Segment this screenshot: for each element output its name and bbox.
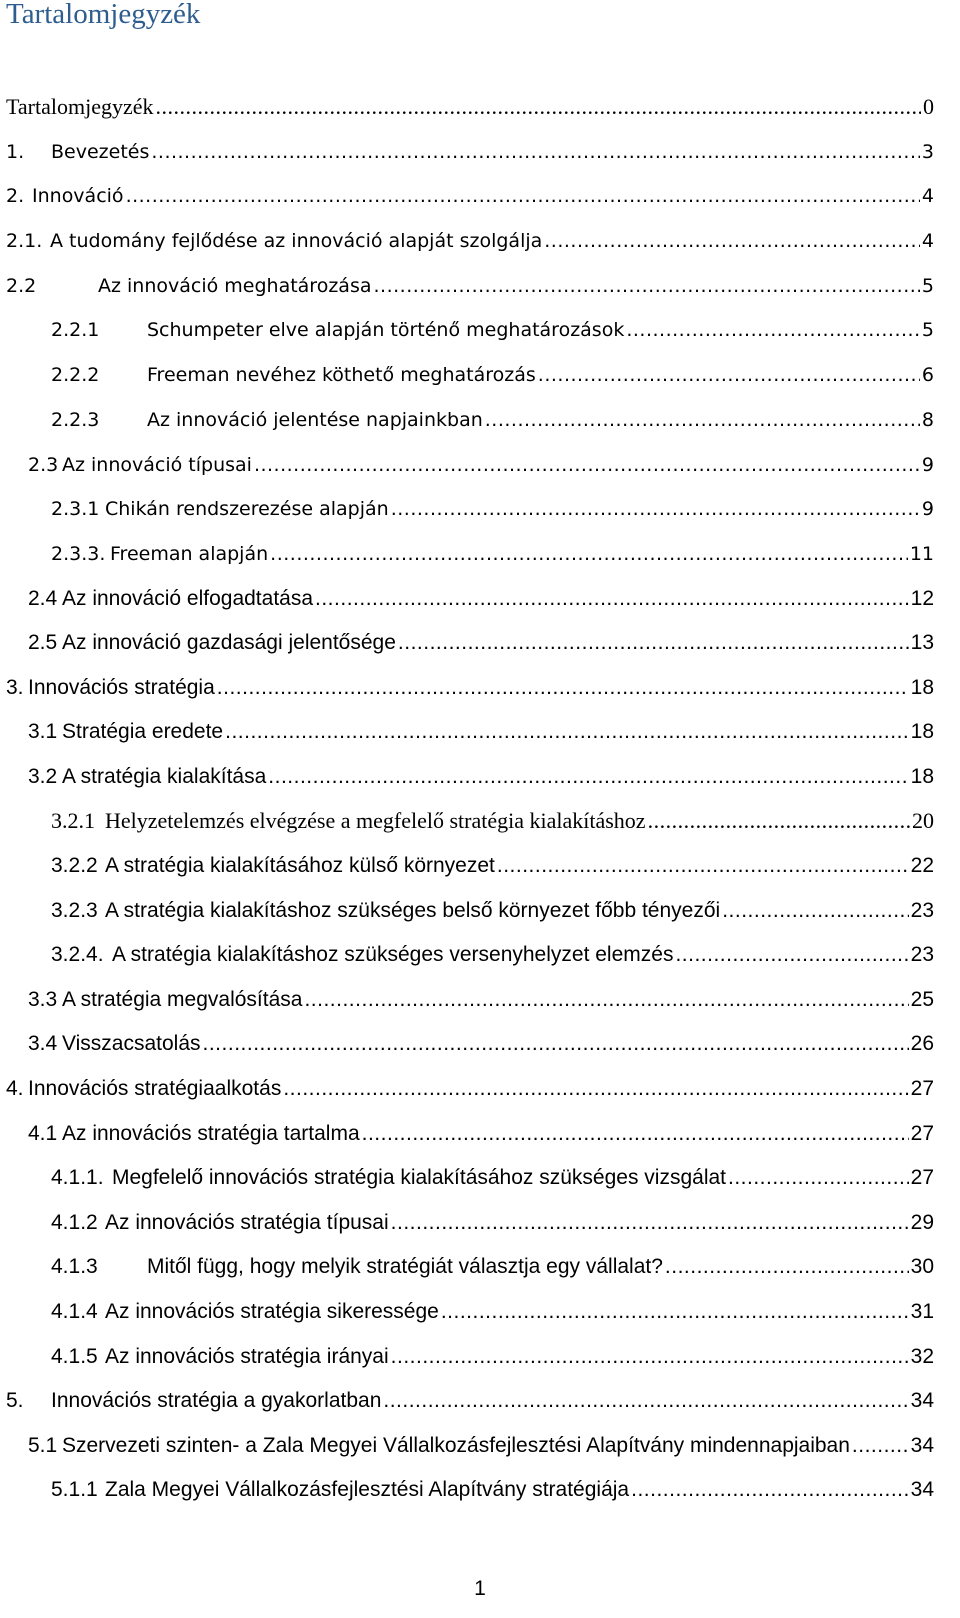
toc-page-number: 34 [910, 1478, 934, 1501]
toc-entry-title: Az innovációs stratégia irányai [105, 1345, 389, 1368]
toc-dot-leader [675, 941, 908, 969]
toc-entry-number: 3.2 [28, 765, 58, 788]
toc-dot-leader [441, 1298, 909, 1326]
toc-dot-leader [538, 361, 920, 389]
toc-entry-number: 2.3 [28, 454, 59, 476]
toc-dot-leader [374, 272, 920, 300]
toc-dot-leader [270, 540, 908, 568]
toc-page-number: 18 [910, 720, 934, 743]
toc-page-number: 34 [910, 1434, 934, 1457]
toc-dot-leader [268, 763, 908, 791]
toc-entry-title: A tudomány fejlődése az innováció alapját szolgálja [50, 230, 543, 252]
toc-entry-4-1-1[interactable] [51, 1164, 934, 1192]
toc-page-number: 9 [921, 498, 934, 520]
toc-entry-number: 5.1.1 [51, 1478, 98, 1501]
toc-dot-leader [315, 585, 909, 613]
toc-entry-2-3[interactable] [28, 451, 934, 479]
toc-dot-leader [485, 406, 920, 434]
toc-page-number: 29 [910, 1211, 934, 1234]
toc-entry-number: 2.2.2 [51, 364, 100, 386]
toc-entry-number: 3.3 [28, 988, 58, 1011]
toc-dot-leader [151, 138, 920, 166]
toc-entry-2-2-2[interactable] [51, 361, 934, 389]
toc-entry-title: Az innováció jelentése napjainkban [147, 409, 483, 431]
toc-dot-leader [217, 674, 909, 702]
toc-entry-2-2-3[interactable] [51, 406, 934, 434]
toc-entry-number: 4.1.2 [51, 1211, 98, 1234]
toc-entry-5-1-1[interactable] [51, 1476, 934, 1504]
toc-dot-leader [398, 629, 909, 657]
toc-entry-2[interactable] [6, 182, 934, 210]
toc-entry-number: 4.1.4 [51, 1300, 98, 1323]
page-title: Tartalomjegyzék [6, 0, 201, 30]
toc-entry-title: Freeman nevéhez köthető meghatározás [147, 364, 536, 386]
toc-page-number: 18 [910, 765, 934, 788]
toc-entry-number: 2.1. [6, 230, 43, 252]
toc-page-number: 6 [921, 364, 934, 386]
toc-page-number: 8 [921, 409, 934, 431]
toc-entry-title: Visszacsatolás [62, 1032, 201, 1055]
toc-page-number: 9 [921, 454, 934, 476]
toc-dot-leader [126, 182, 920, 210]
toc-entry-4-1[interactable] [28, 1120, 934, 1148]
toc-entry-title: Az innováció gazdasági jelentősége [62, 631, 396, 654]
toc-dot-leader [391, 1343, 909, 1371]
toc-dot-leader [156, 93, 921, 121]
toc-entry-title: Freeman alapján [110, 543, 269, 565]
toc-entry-number: 4.1.1. [51, 1166, 104, 1189]
toc-page-number: 23 [910, 943, 934, 966]
toc-entry-2-5[interactable] [28, 629, 934, 657]
toc-page-number: 4 [921, 230, 934, 252]
toc-entry-3-2-1[interactable] [51, 807, 934, 835]
toc-entry-number: 5.1 [28, 1434, 58, 1457]
toc-entry-number: 4. [6, 1077, 24, 1100]
toc-entry-number: 3.2.2 [51, 854, 98, 877]
toc-entry-number: 2.2.3 [51, 409, 100, 431]
toc-entry-title: Bevezetés [51, 141, 150, 163]
toc-page-number: 32 [910, 1345, 934, 1368]
toc-dot-leader [391, 495, 920, 523]
toc-entry-title: Az innovációs stratégia tartalma [62, 1122, 360, 1145]
toc-entry-5-1[interactable] [28, 1432, 934, 1460]
toc-entry-number: 2.4 [28, 587, 58, 610]
toc-entry-4-1-3[interactable] [51, 1253, 934, 1281]
toc-entry-title: Az innováció elfogadtatása [62, 587, 314, 610]
toc-dot-leader [203, 1030, 909, 1058]
toc-entry-title: Innovációs stratégia a gyakorlatban [51, 1389, 382, 1412]
toc-page-number: 27 [910, 1166, 934, 1189]
toc-entry-title: Megfelelő innovációs stratégia kialakításához szükséges vizsgálat [112, 1166, 726, 1189]
toc-entry-2-3-1[interactable] [51, 495, 934, 523]
toc-dot-leader [648, 807, 910, 835]
toc-page-number: 0 [923, 94, 934, 119]
toc-dot-leader [852, 1432, 909, 1460]
toc-page-number: 34 [910, 1389, 934, 1412]
toc-entry-number: 4.1.5 [51, 1345, 98, 1368]
toc-entry-number: 2.3.1 [51, 498, 100, 520]
toc-entry-title: Szervezeti szinten- a Zala Megyei Vállalkozásfejlesztési Alapítvány mindennapjaiban [62, 1434, 850, 1457]
toc-entry-3-2-3[interactable] [51, 897, 934, 925]
toc-entry-title: Helyzetelemzés elvégzése a megfelelő stratégia kialakításhoz [105, 808, 646, 833]
toc-dot-leader [631, 1476, 909, 1504]
toc-entry-title: A stratégia kialakításhoz szükséges versenyhelyzet elemzés [112, 943, 674, 966]
toc-entry-2-2-1[interactable] [51, 316, 934, 344]
toc-entry-number: 5. [6, 1389, 24, 1412]
toc-entry-3[interactable] [6, 674, 934, 702]
toc-entry-number: 3.1 [28, 720, 58, 743]
toc-entry-tartalomjegyzek[interactable] [6, 93, 934, 121]
toc-dot-leader [722, 897, 908, 925]
toc-entry-number: 3.2.1 [51, 808, 95, 833]
toc-entry-2-2[interactable] [6, 272, 934, 300]
toc-entry-number: 4.1.3 [51, 1255, 98, 1278]
toc-entry-1[interactable] [6, 138, 934, 166]
toc-dot-leader [254, 451, 920, 479]
toc-entry-title: A stratégia megvalósítása [62, 988, 303, 1011]
toc-entry-4-1-5[interactable] [51, 1343, 934, 1371]
toc-entry-3-1[interactable] [28, 718, 934, 746]
toc-entry-title: A stratégia kialakításához külső környezet [105, 854, 495, 877]
toc-entry-title: Innovációs stratégiaalkotás [28, 1077, 282, 1100]
toc-entry-number: 3. [6, 676, 24, 699]
toc-entry-5[interactable] [6, 1387, 934, 1415]
toc-dot-leader [497, 852, 909, 880]
toc-entry-title: A stratégia kialakításhoz szükséges belső környezet főbb tényezői [105, 899, 721, 922]
toc-entry-number: 3.2.4. [51, 943, 104, 966]
toc-entry-number: 2.2.1 [51, 319, 100, 341]
toc-entry-4[interactable] [6, 1075, 934, 1103]
toc-entry-3-3[interactable] [28, 986, 934, 1014]
toc-entry-3-2-4[interactable] [51, 941, 934, 969]
toc-page-number: 5 [921, 319, 934, 341]
toc-page-number: 26 [910, 1032, 934, 1055]
toc-page-number: 4 [921, 185, 934, 207]
toc-entry-3-4[interactable] [28, 1030, 934, 1058]
toc-entry-4-1-2[interactable] [51, 1209, 934, 1237]
toc-entry-number: 3.2.3 [51, 899, 98, 922]
toc-entry-title: Az innovációs stratégia típusai [105, 1211, 389, 1234]
toc-dot-leader [383, 1387, 908, 1415]
toc-entry-title: Az innovációs stratégia sikeressége [105, 1300, 439, 1323]
toc-entry-2-3-3[interactable] [51, 540, 934, 568]
toc-page-number: 30 [910, 1255, 934, 1278]
toc-page-number: 27 [910, 1077, 934, 1100]
toc-entry-number: 2.5 [28, 631, 58, 654]
toc-entry-title: Chikán rendszerezése alapján [105, 498, 389, 520]
toc-entry-title: Mitől függ, hogy melyik stratégiát választja egy vállalat? [147, 1255, 663, 1278]
toc-entry-3-2-2[interactable] [51, 852, 934, 880]
toc-dot-leader [362, 1120, 909, 1148]
toc-page-number: 22 [910, 854, 934, 877]
toc-page-number: 13 [910, 631, 934, 654]
toc-page-number: 18 [910, 676, 934, 699]
toc-entry-4-1-4[interactable] [51, 1298, 934, 1326]
toc-entry-title: Schumpeter elve alapján történő meghatározások [147, 319, 625, 341]
toc-entry-number: 2. [6, 185, 25, 207]
toc-entry-2-4[interactable] [28, 585, 934, 613]
toc-dot-leader [283, 1075, 908, 1103]
toc-page-number: 31 [910, 1300, 934, 1323]
toc-entry-title: A stratégia kialakítása [62, 765, 267, 788]
toc-page-number: 3 [921, 141, 934, 163]
toc-page-number: 11 [909, 543, 934, 565]
toc-dot-leader [225, 718, 909, 746]
toc-page-number: 23 [910, 899, 934, 922]
toc-entry-number: 2.2 [6, 275, 37, 297]
toc-dot-leader [391, 1209, 909, 1237]
toc-entry-title: Stratégia eredete [62, 720, 224, 743]
toc-entry-title: Innovációs stratégia [28, 676, 215, 699]
toc-page-number: 27 [910, 1122, 934, 1145]
page-number-footer: 1 [474, 1577, 486, 1600]
toc-page-number: 5 [921, 275, 934, 297]
toc-dot-leader [626, 316, 920, 344]
toc-entry-2-1[interactable] [6, 227, 934, 255]
toc-entry-3-2[interactable] [28, 763, 934, 791]
toc-page-number: 20 [912, 808, 934, 833]
toc-entry-number: 1. [6, 141, 25, 163]
toc-entry-title: Az innováció meghatározása [98, 275, 372, 297]
toc-page-number: 12 [910, 587, 934, 610]
toc-entry-title: Innováció [32, 185, 124, 207]
toc-dot-leader [728, 1164, 909, 1192]
toc-entry-number: 4.1 [28, 1122, 58, 1145]
toc-dot-leader [304, 986, 908, 1014]
toc-dot-leader [544, 227, 920, 255]
toc-entry-number: 2.3.3. [51, 543, 106, 565]
toc-entry-title: Zala Megyei Vállalkozásfejlesztési Alapítvány stratégiája [105, 1478, 630, 1501]
toc-entry-title: Az innováció típusai [62, 454, 252, 476]
toc-entry-number: 3.4 [28, 1032, 58, 1055]
toc-entry-title: Tartalomjegyzék [6, 94, 154, 119]
toc-dot-leader [665, 1253, 909, 1281]
toc-page-number: 25 [910, 988, 934, 1011]
